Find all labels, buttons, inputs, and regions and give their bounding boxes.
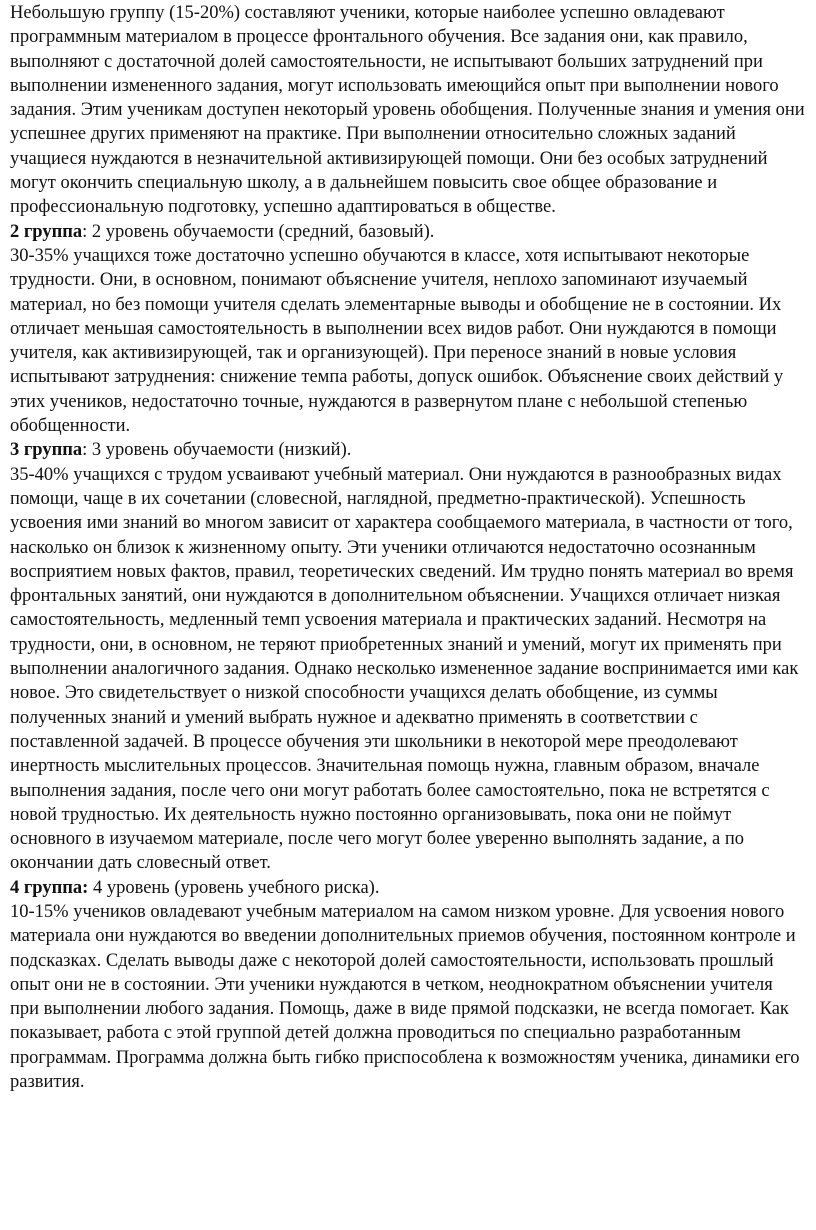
group-3-heading (10, 438, 806, 462)
intro-paragraph: Небольшую группу (15-20%) составляют ученики, которые наиболее успешно овладевают программным материалом в процессе фронтального обучения. Все задания они, как правило, выполняют с достаточной долей самостоятельности, не испытывают больших затруднений при выполнении измененного задания, могут использовать имеющийся опыт при выполнении нового задания. Этим ученикам доступен некоторый уровень обобщения. Полученные знания и умения они успешнее других применяют на практике. При выполнении относительно сложных заданий учащиеся нуждаются в незначительной активизирующей помощи. Они без особых затруднений могут окончить специальную школу, а в дальнейшем повысить свое общее образование и профессиональную подготовку, успешно адаптироваться в обществе. (10, 3, 805, 218)
group-2-heading-text: : 2 уровень обучаемости (средний, базовый). (82, 221, 435, 242)
group-4-label: 4 группа: (10, 877, 89, 898)
group-3-paragraph: 35-40% учащихся с трудом усваивают учебный материал. Они нуждаются в разнообразных видах помощи, чаще в их сочетании (словесной, наглядной, предметно-практической). Успешность усвоения ими знаний во многом зависит от характера сообщаемого материала, в частности от того, насколько он близок к жизненному опыту. Эти ученики отличаются недостаточно осознанным восприятием новых фактов, правил, теоретических сведений. Им трудно понять материал во время фронтальных занятий, они нуждаются в дополнительном объяснении. Учащихся отличает низкая самостоятельность, медленный темп усвоения материала и практических заданий. Несмотря на трудности, они, в основном, не теряют приобретенных знаний и умений, могут их применять при выполнении аналогичного задания. Однако несколько измененное задание воспринимается ими как новое. Это свидетельствует о низкой способности учащихся делать обобщение, из суммы полученных знаний и умений выбрать нужное и адекватно применять в соответствии с поставленной задачей. В процессе обучения эти школьники в некоторой мере преодолевают инертность мыслительных процессов. Значительная помощь нужна, главным образом, вначале выполнения задания, после чего они могут работать более самостоятельно, пока не встретятся с новой трудностью. Их деятельность нужно постоянно организовывать, пока они не поймут основного в изучаемом материале, после чего могут более уверенно выполнять задание, а по окончании дать словесный ответ. (10, 464, 799, 874)
group-2-paragraph: 30-35% учащихся тоже достаточно успешно обучаются в классе, хотя испытывают некоторые трудности. Они, в основном, понимают объяснение учителя, неплохо запоминают изучаемый материал, но без помощи учителя сделать элементарные выводы и обобщение не в состоянии. Их отличает меньшая самостоятельность в выполнении всех видов работ. Они нуждаются в помощи учителя, как активизирующей, так и организующей). При переносе знаний в новые условия испытывают затруднения: снижение темпа работы, допуск ошибок. Объяснение своих действий у этих учеников, недостаточно точные, нуждаются в развернутом плане с небольшой степенью обобщенности. (10, 245, 784, 437)
group-4-heading-text: 4 уровень (уровень учебного риска). (88, 877, 380, 898)
group-3-heading-text: : 3 уровень обучаемости (низкий). (82, 440, 352, 461)
group-3-label: 3 группа (10, 440, 83, 461)
group-4-paragraph: 10-15% учеников овладевают учебным материалом на самом низком уровне. Для усвоения нового материала они нуждаются во введении дополнительных приемов обучения, постоянном контроле и подсказках. Сделать выводы даже с некоторой долей самостоятельности, использовать прошлый опыт они не в состоянии. Эти ученики нуждаются в четком, неоднократном объяснении учителя при выполнении любого задания. Помощь, даже в виде прямой подсказки, не всегда помогает. Как показывает, работа с этой группой детей должна проводиться по специально разработанным программам. Программа должна быть гибко приспособлена к возможностям ученика, динамики его развития. (10, 901, 800, 1093)
group-2-heading (10, 220, 806, 244)
group-4-heading (10, 876, 806, 900)
group-2-label: 2 группа (10, 221, 83, 242)
